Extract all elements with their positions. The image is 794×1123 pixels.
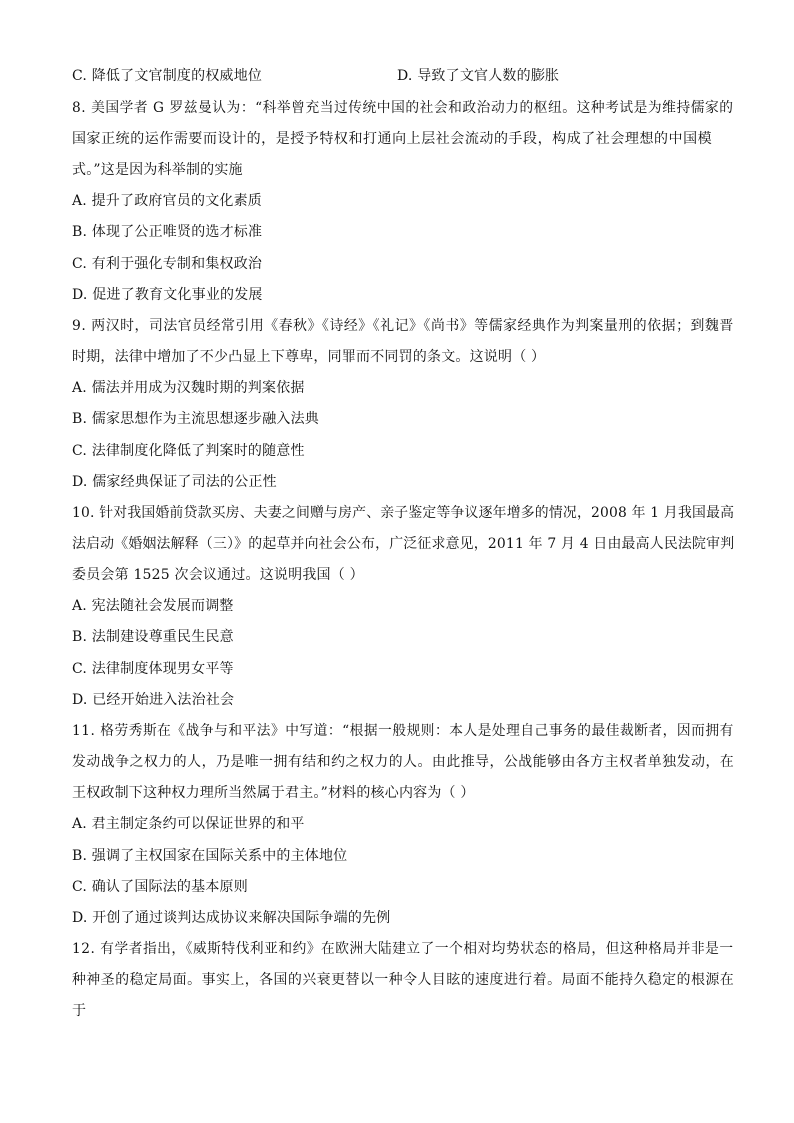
q7-options-row [72,66,560,86]
q11-option-a[interactable]: A. 君主制定条约可以保证世界的和平 [72,816,305,832]
q11-stem-line-3: 王权政制下这种权力理所当然属于君主。”材料的核心内容为（ ） [72,785,475,801]
q12-stem-line-3: 于 [72,1003,87,1019]
q9-option-b[interactable]: B. 儒家思想作为主流思想逐步融入法典 [72,411,319,427]
q10-option-a[interactable]: A. 宪法随社会发展而调整 [72,598,234,614]
q10-stem-line-1: 10. 针对我国婚前贷款买房、夫妻之间赠与房产、亲子鉴定等争议逐年增多的情况，2008 年 1 月我国最高 [72,505,735,521]
q8-option-a[interactable]: A. 提升了政府官员的文化素质 [72,193,263,209]
q7-option-c[interactable]: C. 降低了文官制度的权威地位 [72,68,263,84]
q10-stem-line-2: 法启动《婚姻法解释（三）》的起草并向社会公布，广泛征求意见，2011 年 7 月 4 日由最高人民法院审判 [72,536,735,552]
q11-stem-line-1: 11. 格劳秀斯在《战争与和平法》中写道：“根据一般规则：本人是处理自己事务的最佳裁断者，因而拥有 [72,723,734,739]
q7-option-d[interactable]: D. 导致了文官人数的膨胀 [397,68,560,84]
q11-option-b[interactable]: B. 强调了主权国家在国际关系中的主体地位 [72,848,348,864]
q11-stem-line-2: 发动战争之权力的人，乃是唯一拥有结和约之权力的人。由此推导，公战能够由各方主权者单独发动，在 [72,754,735,770]
q10-option-b[interactable]: B. 法制建设尊重民生民意 [72,629,234,645]
q10-option-c[interactable]: C. 法律制度体现男女平等 [72,661,234,677]
q8-stem-line-1: 8. 美国学者 G 罗兹曼认为：“科举曾充当过传统中国的社会和政治动力的枢纽。这种考试是为维持儒家的 [72,100,734,116]
q9-option-d[interactable]: D. 儒家经典保证了司法的公正性 [72,474,277,490]
q9-stem-line-2: 时期，法律中增加了不少凸显上下尊卑，同罪而不同罚的条文。这说明（ ） [72,349,546,365]
q12-stem-line-1: 12. 有学者指出，《威斯特伐利亚和约》在欧洲大陆建立了一个相对均势状态的格局，但这种格局并非是一 [72,941,734,957]
q8-stem-line-2: 国家正统的运作需要而设计的，是授予特权和打通向上层社会流动的手段，构成了社会理想的中国模 [72,131,713,147]
q8-option-d[interactable]: D. 促进了教育文化事业的发展 [72,287,263,303]
q11-option-d[interactable]: D. 开创了通过谈判达成协议来解决国际争端的先例 [72,910,391,926]
q12-stem-line-2: 种神圣的稳定局面。事实上，各国的兴衰更替以一种令人目眩的速度进行着。局面不能持久稳定的根源在 [72,972,735,988]
q10-option-d[interactable]: D. 已经开始进入法治社会 [72,692,235,708]
q11-option-c[interactable]: C. 确认了国际法的基本原则 [72,879,248,895]
q9-option-c[interactable]: C. 法律制度化降低了判案时的随意性 [72,443,305,459]
q8-stem-line-3: 式。”这是因为科举制的实施 [72,162,243,178]
q8-option-b[interactable]: B. 体现了公正唯贤的选才标准 [72,224,263,240]
q9-option-a[interactable]: A. 儒法并用成为汉魏时期的判案依据 [72,380,305,396]
q8-option-c[interactable]: C. 有利于强化专制和集权政治 [72,256,263,272]
q10-stem-line-3: 委员会第 1525 次会议通过。这说明我国（ ） [72,567,364,583]
q9-stem-line-1: 9. 两汉时，司法官员经常引用《春秋》《诗经》《礼记》《尚书》等儒家经典作为判案量刑的依据；到魏晋 [72,318,734,334]
